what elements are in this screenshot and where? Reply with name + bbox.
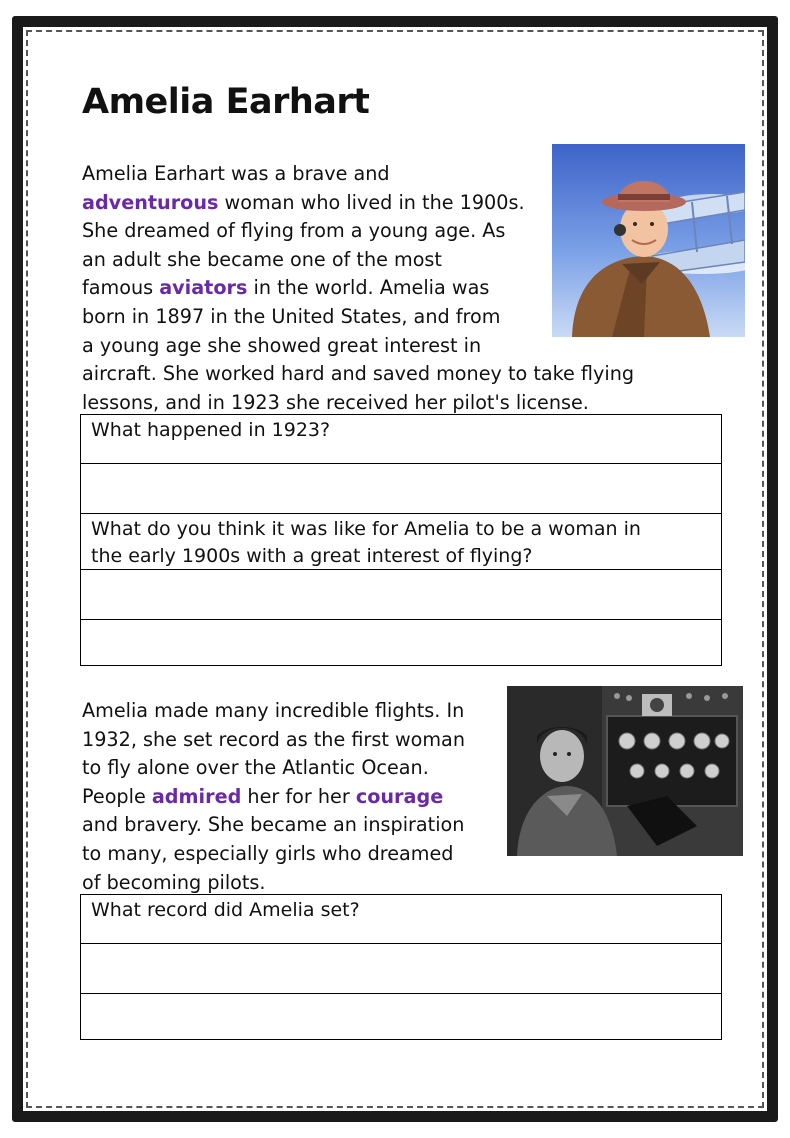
vocab-word: aviators — [159, 276, 248, 300]
passage-line — [82, 840, 465, 869]
answer-line[interactable] — [81, 944, 721, 994]
question-row — [81, 514, 721, 570]
question-2-line-2: the early 1900s with a great interest of flying? — [91, 545, 533, 567]
passage-line — [82, 360, 634, 389]
passage-text: and bravery. She became an inspiration — [82, 813, 465, 837]
question-row — [81, 415, 721, 464]
passage-text: in the world. Amelia was — [247, 276, 490, 300]
passage-text: Amelia Earhart was a brave and — [82, 162, 390, 185]
passage-line — [82, 697, 465, 726]
passage-line — [82, 726, 465, 755]
vocab-word: adventurous — [82, 190, 219, 214]
question-1: What happened in 1923? — [91, 419, 331, 441]
vocab-word: admired — [151, 784, 242, 808]
passage-line — [82, 783, 465, 812]
passage-text: Amelia made many incredible flights. In — [82, 699, 465, 722]
answer-line[interactable] — [81, 620, 721, 664]
passage-text: lessons, and in 1923 she received her pilot's license. — [82, 390, 589, 414]
passage-text: 1932, she set record as the first woman — [82, 727, 465, 751]
passage-2 — [82, 697, 465, 897]
answer-line[interactable] — [81, 570, 721, 620]
passage-text: of becoming pilots. — [82, 870, 266, 894]
passage-text: to many, especially girls who dreamed — [82, 841, 454, 865]
page-title: Amelia Earhart — [82, 82, 370, 122]
passage-text: born in 1897 in the United States, and from — [82, 304, 501, 328]
passage-line — [82, 754, 465, 783]
question-3: What record did Amelia set? — [91, 899, 360, 921]
passage-line — [82, 811, 465, 840]
question-box-2 — [80, 894, 722, 1040]
answer-line[interactable] — [81, 464, 721, 514]
passage-text: her for her — [241, 784, 356, 808]
question-row — [81, 895, 721, 944]
passage-text: aircraft. She worked hard and saved money to take flying — [82, 362, 635, 386]
passage-text: to fly alone over the Atlantic Ocean. — [82, 756, 429, 780]
passage-text: a young age she showed great interest in — [82, 333, 482, 357]
question-2-line-1: What do you think it was like for Amelia to be a woman in — [91, 518, 641, 540]
answer-line[interactable] — [81, 994, 721, 1038]
question-box-1 — [80, 414, 722, 666]
cockpit-photo — [507, 686, 743, 856]
passage-text: She dreamed of flying from a young age. As — [82, 219, 506, 243]
passage-line — [82, 869, 465, 898]
amelia-illustration — [552, 144, 745, 337]
passage-text: People — [82, 784, 152, 808]
passage-text: famous — [82, 276, 160, 300]
vocab-word: courage — [355, 784, 444, 808]
passage-text: an adult she became one of the most — [82, 247, 442, 271]
passage-text: woman who lived in the 1900s. — [218, 190, 525, 214]
